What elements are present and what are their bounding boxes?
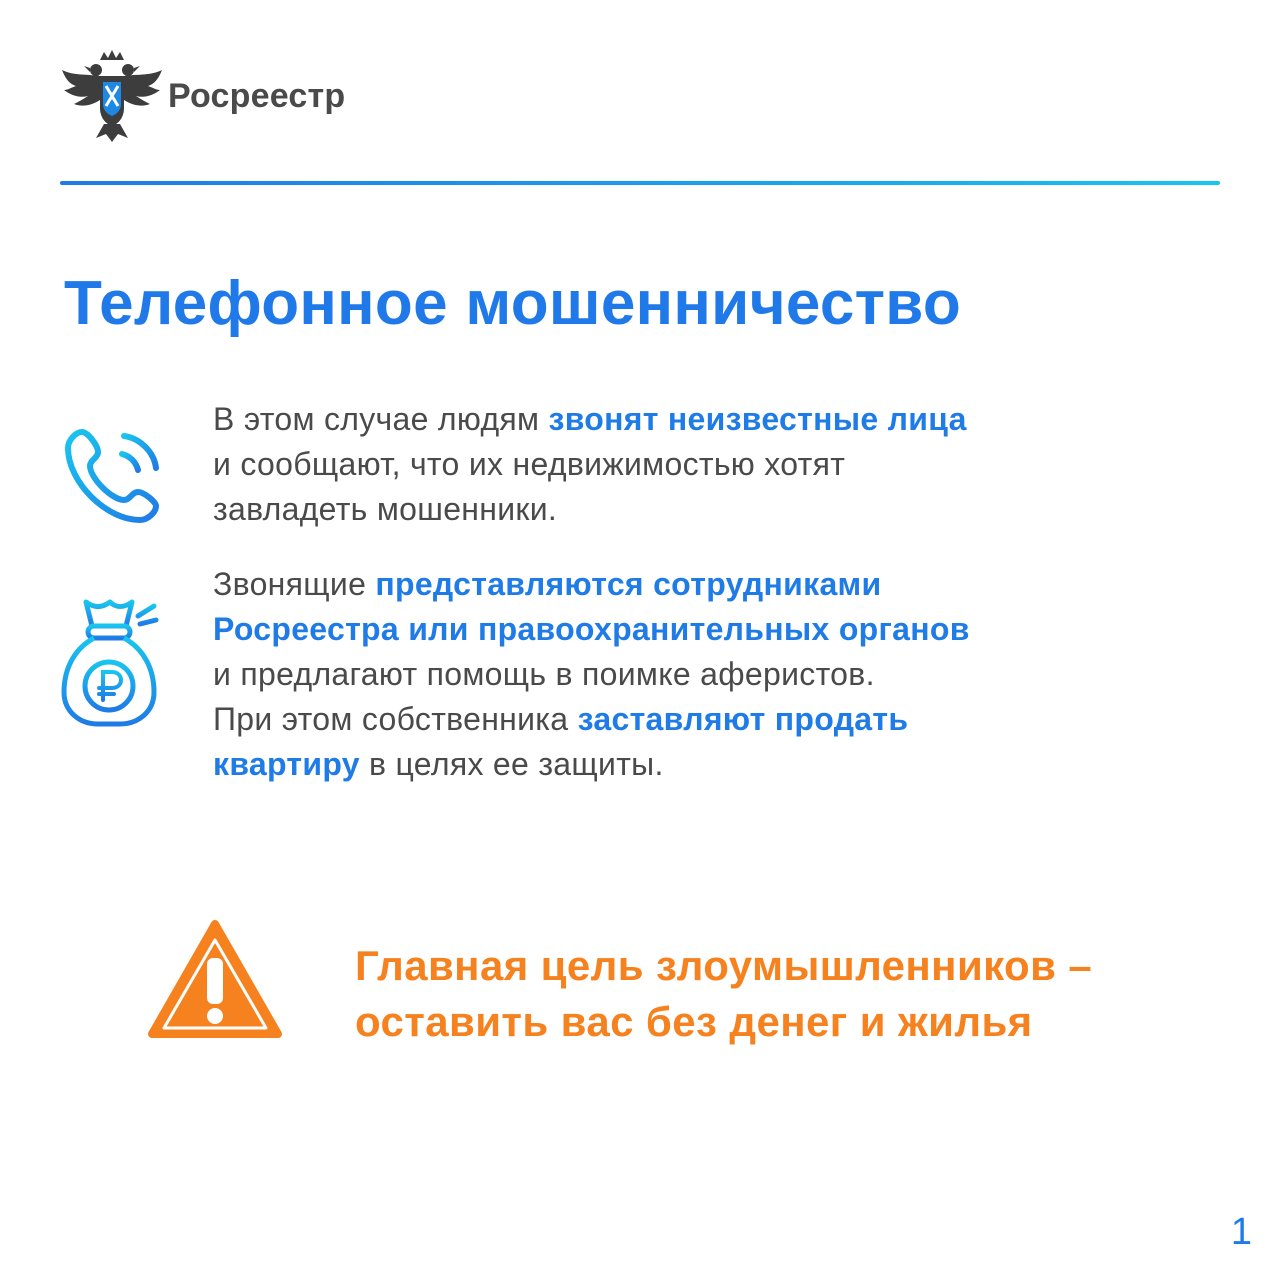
warning-line-1: Главная цель злоумышленников – bbox=[355, 942, 1093, 989]
text-line: и сообщают, что их недвижимостью хотят bbox=[213, 446, 846, 482]
double-headed-eagle-emblem-icon bbox=[60, 46, 164, 146]
rosreestr-logo bbox=[60, 46, 345, 146]
text-line bbox=[213, 607, 970, 652]
paragraph-unknown-callers bbox=[213, 397, 967, 532]
highlight-text: заставляют продать bbox=[577, 701, 909, 737]
text-line: и предлагают помощь в поимке аферистов. bbox=[213, 656, 875, 692]
text-line: В этом случае людям звонят неизвестные лица bbox=[213, 401, 967, 437]
warning-triangle-icon bbox=[146, 918, 284, 1042]
text-line: квартиру в целях ее защиты. bbox=[213, 746, 664, 782]
highlight-text: звонят неизвестные лица bbox=[548, 401, 967, 437]
header-divider bbox=[60, 181, 1220, 185]
text-line: Звонящие представляются сотрудниками bbox=[213, 566, 882, 602]
warning-line-2: оставить вас без денег и жилья bbox=[355, 998, 1033, 1045]
logo-text: Росреестр bbox=[168, 76, 346, 115]
highlight-text: представляются сотрудниками bbox=[375, 566, 882, 602]
phone-ringing-icon bbox=[60, 420, 170, 530]
paragraph-impersonation bbox=[213, 562, 970, 787]
highlight-text: квартиру bbox=[213, 746, 360, 782]
text-line: завладеть мошенники. bbox=[213, 491, 558, 527]
text-line: При этом собственника заставляют продать bbox=[213, 701, 909, 737]
ruble-money-bag-icon bbox=[58, 596, 170, 730]
highlight-text: Росреестра или правоохранительных органов bbox=[213, 611, 970, 647]
warning-message bbox=[355, 938, 1092, 1050]
page-title: Телефонное мошенничество bbox=[64, 269, 962, 338]
page-number: 1 bbox=[1230, 1211, 1252, 1253]
